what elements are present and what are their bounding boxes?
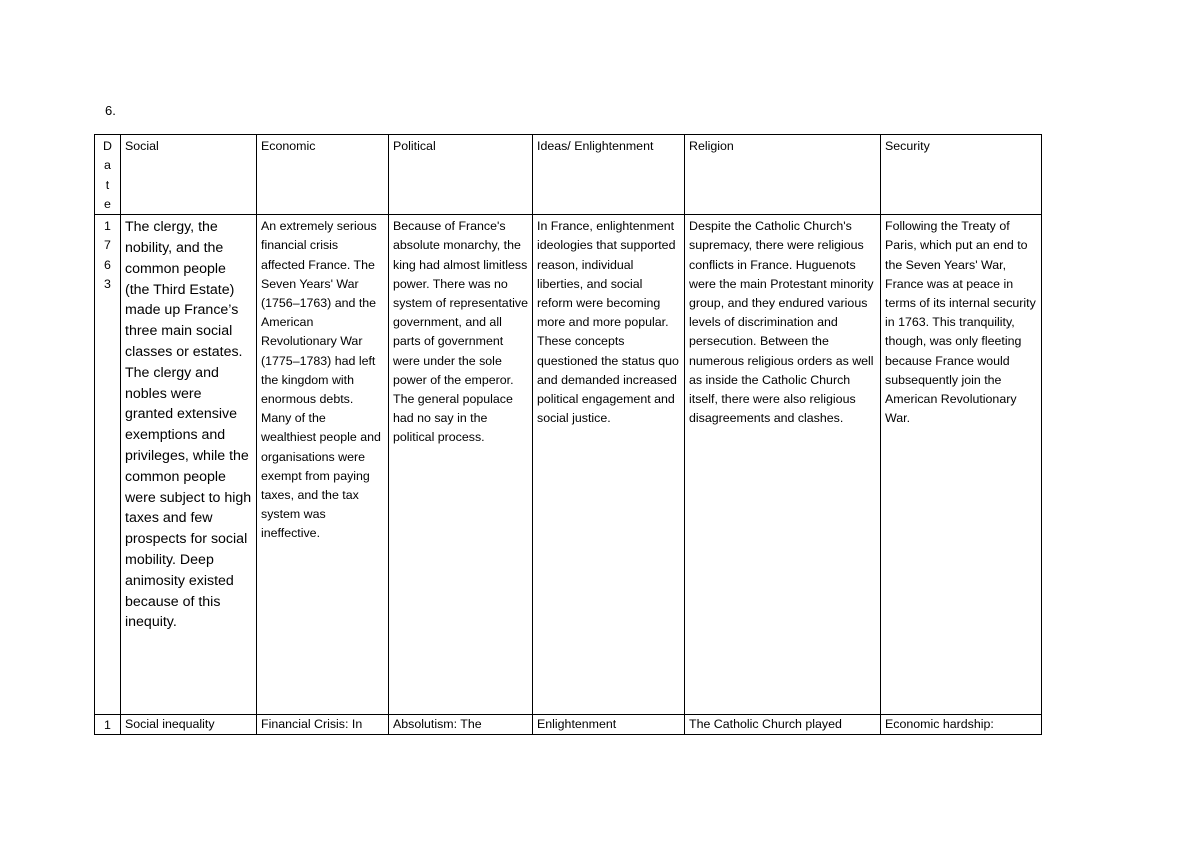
date-digits [95,217,120,294]
economic-cell-next: Financial Crisis: In [257,715,389,735]
ideas-cell-1763: In France, enlightenment ideologies that supported reason, individual liberties, and social reform were becoming more and more popular. These concepts questioned the status quo and demanded increased political engagement and social justice. [533,215,685,715]
economic-header: Economic [257,135,389,215]
table-row-next [95,715,1042,735]
date-digit: 1 [104,219,111,234]
ideas-header: Ideas/ Enlightenment [533,135,685,215]
date-header-cell [95,135,121,215]
economic-cell-1763: An extremely serious financial crisis affected France. The Seven Years' War (1756–1763) and the American Revolutionary War (1775–1783) had left the kingdom with enormous debts. Many of the wealthiest people and organisations were exempt from paying taxes, and the tax system was ineffective. [257,215,389,715]
social-header: Social [121,135,257,215]
religion-cell-1763: Despite the Catholic Church's supremacy, there were religious conflicts in France. Huguenots were the main Protestant minority group, and they endured various levels of discrimination and persecution. Between the numerous religious orders as well as inside the Catholic Church itself, there were also religious disagreements and clashes. [685,215,881,715]
political-cell-1763: Because of France's absolute monarchy, the king had almost limitless power. There was no system of representative government, and all parts of government were under the sole power of the emperor. The general populace had no say in the political process. [389,215,533,715]
religion-cell-next: The Catholic Church played [685,715,881,735]
header-row [95,135,1042,215]
comparison-table [94,134,1042,735]
question-number: 6. [105,103,116,118]
security-cell-1763: Following the Treaty of Paris, which put an end to the Seven Years' War, France was at peace in terms of its internal security in 1763. This tranquility, though, was only fleeting because France would subsequently join the American Revolutionary War. [881,215,1042,715]
table-row-1763 [95,215,1042,715]
date-header-letter: t [105,177,110,192]
date-header-letter: e [104,196,111,211]
date-header-letter: a [104,158,111,173]
date-digit: 7 [104,238,111,253]
date-cell-next: 1 [95,715,121,735]
political-cell-next: Absolutism: The [389,715,533,735]
ideas-cell-next: Enlightenment [533,715,685,735]
religion-header: Religion [685,135,881,215]
date-digit: 3 [104,277,111,292]
date-header-letters [95,137,120,214]
date-digit: 6 [104,257,111,272]
security-cell-next: Economic hardship: [881,715,1042,735]
social-cell-next: Social inequality [121,715,257,735]
date-cell-1763 [95,215,121,715]
date-header-letter: D [103,139,112,153]
political-header: Political [389,135,533,215]
social-cell-1763: The clergy, the nobility, and the common people (the Third Estate) made up France’s three main social classes or estates. The clergy and nobles were granted extensive exemptions and privileges, while the common people were subject to high taxes and few prospects for social mobility. Deep animosity existed because of this inequity. [121,215,257,715]
security-header: Security [881,135,1042,215]
